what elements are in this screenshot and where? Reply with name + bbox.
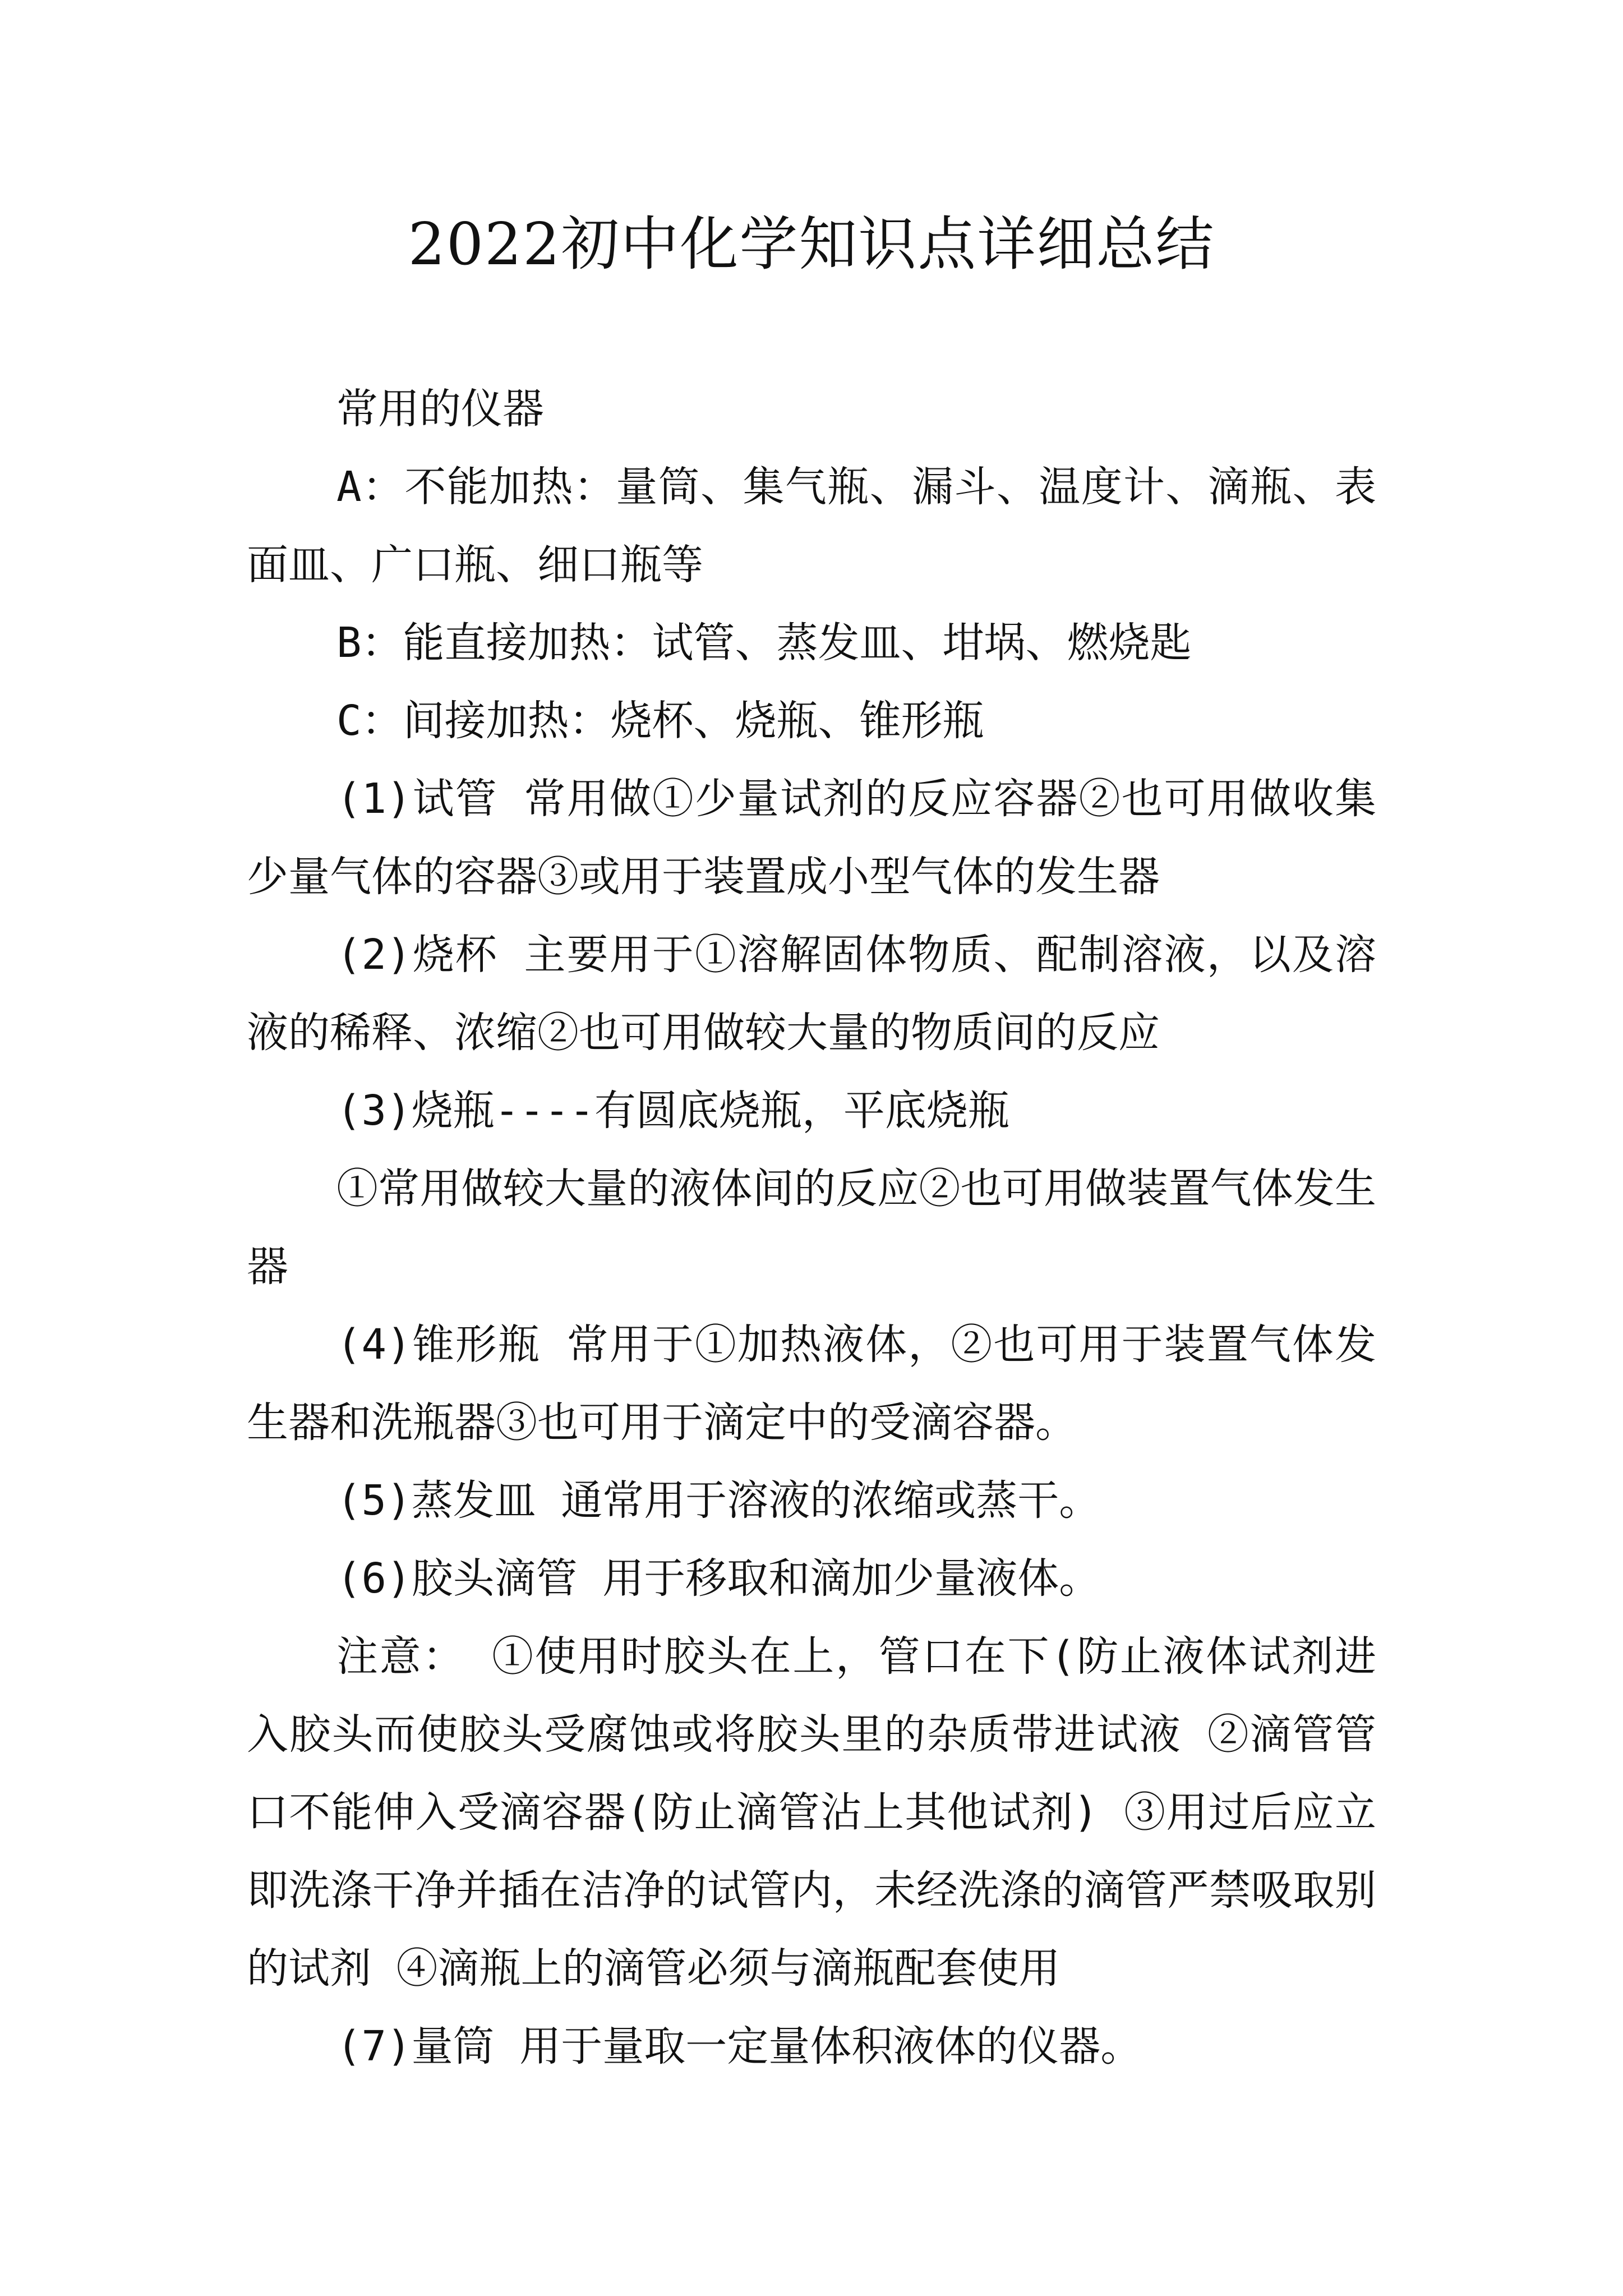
paragraph-dropper-notes: 注意： ①使用时胶头在上，管口在下(防止液体试剂进入胶头而使胶头受腐蚀或将胶头里的杂质带进试液 ②滴管管口不能伸入受滴容器(防止滴管沾上其他试剂) ③用过后应立即洗涤干净并插在洁净的试管内，未经洗涤的滴管严禁吸取别的试剂 ④滴瓶上的滴管必须与滴瓶配套使用 — [247, 1632, 1376, 1993]
paragraph-section-heading: 常用的仪器 — [336, 385, 544, 433]
paragraph-graduated-cylinder: (7)量筒 用于量取一定量体积液体的仪器。 — [336, 2022, 1142, 2070]
paragraph-beaker: (2)烧杯 主要用于①溶解固体物质、配制溶液，以及溶液的稀释、浓缩②也可用做较大量的物质间的反应 — [247, 931, 1376, 1057]
paragraph-flask-uses: ①常用做较大量的液体间的反应②也可用做装置气体发生器 — [247, 1165, 1376, 1291]
paragraph-not-heatable: A：不能加热：量筒、集气瓶、漏斗、温度计、滴瓶、表面皿、广口瓶、细口瓶等 — [247, 463, 1376, 589]
paragraph-dropper: (6)胶头滴管 用于移取和滴加少量液体。 — [336, 1554, 1101, 1603]
paragraph-evaporating-dish: (5)蒸发皿 通常用于溶液的浓缩或蒸干。 — [336, 1476, 1101, 1525]
paragraph-flask: (3)烧瓶----有圆底烧瓶，平底烧瓶 — [336, 1087, 1009, 1135]
document-body — [247, 370, 1376, 2086]
document-title: 2022初中化学知识点详细总结 — [408, 210, 1215, 278]
paragraph-indirect-heat: C：间接加热：烧杯、烧瓶、锥形瓶 — [336, 697, 984, 745]
paragraph-direct-heat: B：能直接加热：试管、蒸发皿、坩埚、燃烧匙 — [336, 619, 1192, 667]
paragraph-test-tube: (1)试管 常用做①少量试剂的反应容器②也可用做收集少量气体的容器③或用于装置成小型气体的发生器 — [247, 775, 1376, 901]
paragraph-conical-flask: (4)锥形瓶 常用于①加热液体，②也可用于装置气体发生器和洗瓶器③也可用于滴定中的受滴容器。 — [247, 1320, 1376, 1447]
